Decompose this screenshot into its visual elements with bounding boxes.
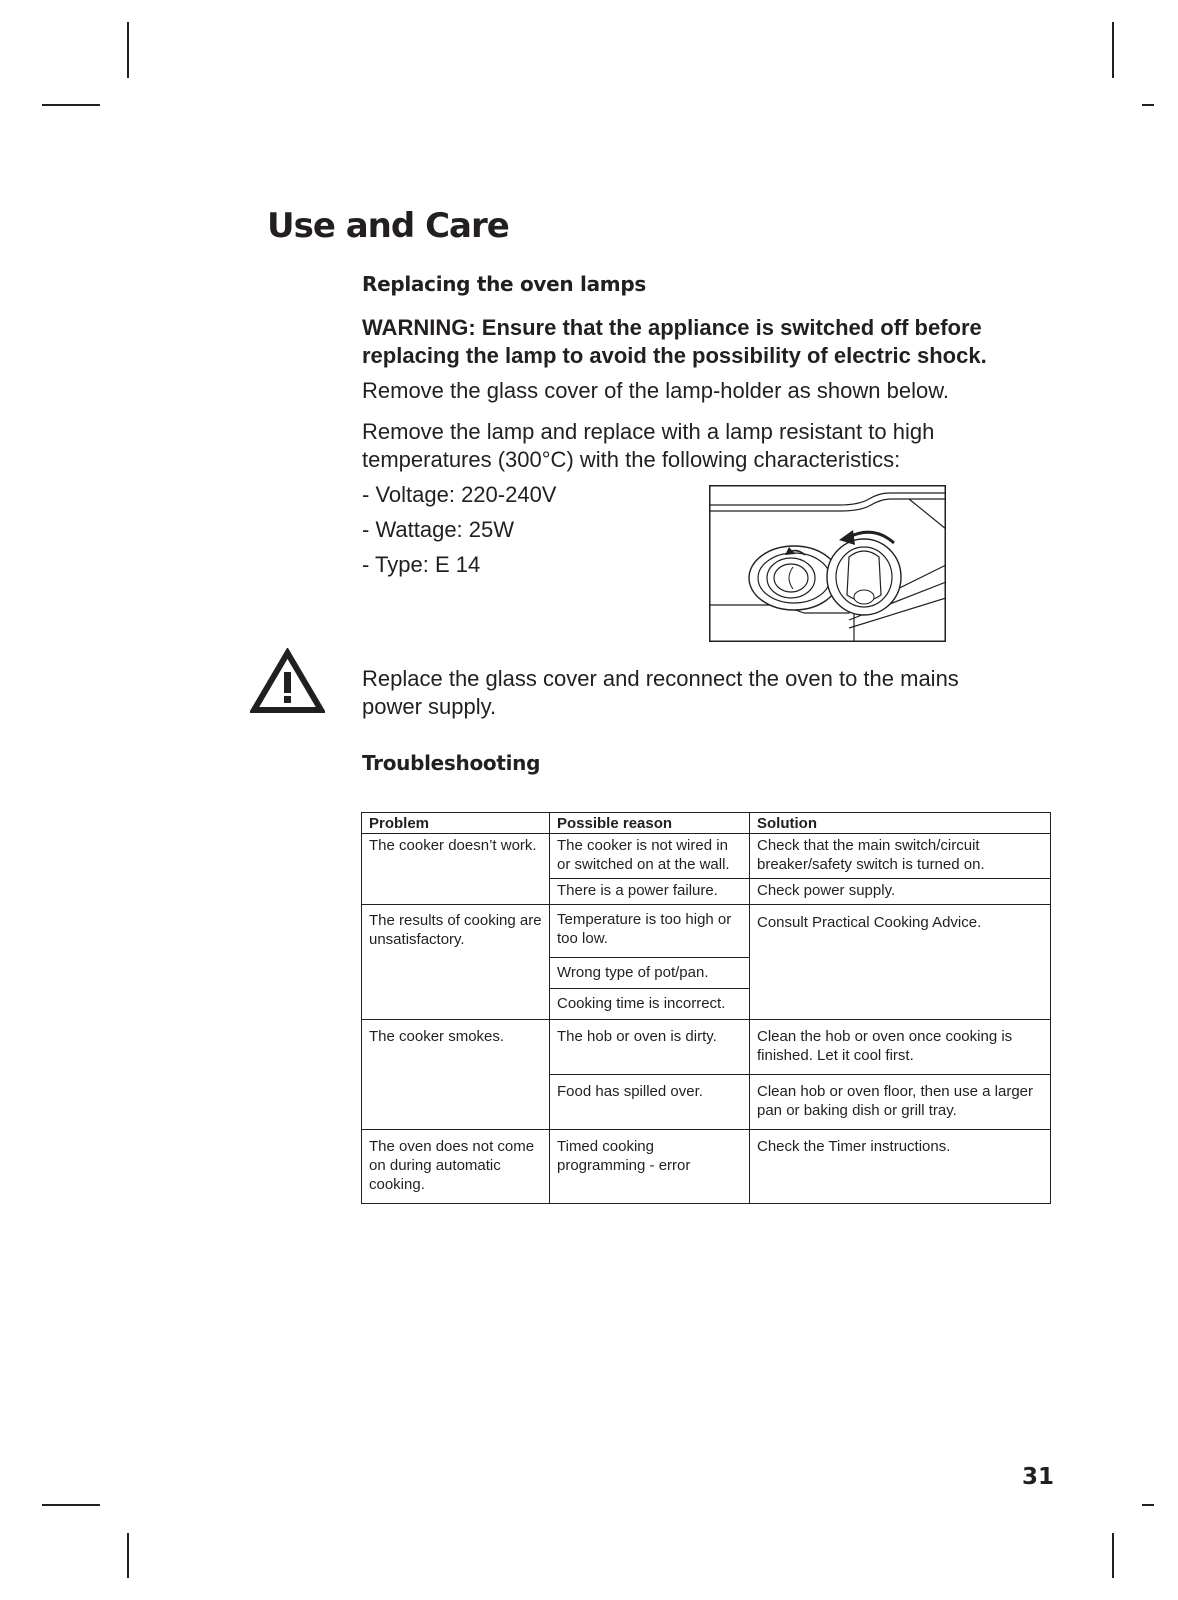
- solution-cell: Consult Practical Cooking Advice.: [750, 905, 1051, 1020]
- table-row: [362, 834, 1051, 879]
- reason-cell: The hob or oven is dirty.: [550, 1020, 750, 1075]
- problem-cell: The cooker smokes.: [362, 1020, 550, 1130]
- section-heading-troubleshooting: Troubleshooting: [362, 751, 541, 775]
- reason-cell: Wrong type of pot/pan.: [550, 958, 750, 989]
- electric-shock-warning: WARNING: Ensure that the appliance is switched off before replacing the lamp to avoid the possibility of electric shock.: [362, 315, 987, 368]
- instruction-remove-cover: Remove the glass cover of the lamp-holder as shown below.: [362, 378, 949, 403]
- crop-mark: [127, 1533, 129, 1578]
- table-row: [362, 905, 1051, 958]
- crop-mark: [1142, 1504, 1154, 1506]
- column-header-solution: Solution: [750, 813, 1051, 834]
- reason-cell: The cooker is not wired in or switched on at the wall.: [550, 834, 750, 879]
- table-header-row: [362, 813, 1051, 834]
- spec-type: - Type: E 14: [362, 552, 481, 577]
- solution-cell: Clean the hob or oven once cooking is finished. Let it cool first.: [750, 1020, 1051, 1075]
- problem-cell: The cooker doesn’t work.: [362, 834, 550, 905]
- section-heading-replacing-lamps: Replacing the oven lamps: [362, 272, 646, 296]
- lamp-spec-list: [362, 481, 556, 586]
- crop-mark: [42, 1504, 100, 1506]
- lamp-holder-illustration: [709, 485, 946, 642]
- warning-triangle-icon: [250, 648, 325, 714]
- solution-cell: Check the Timer instructions.: [750, 1130, 1051, 1204]
- solution-cell: Check power supply.: [750, 879, 1051, 905]
- reason-cell: Temperature is too high or too low.: [550, 905, 750, 958]
- reason-cell: There is a power failure.: [550, 879, 750, 905]
- problem-cell: The oven does not come on during automatic cooking.: [362, 1130, 550, 1204]
- column-header-problem: Problem: [362, 813, 550, 834]
- table-row: [362, 1020, 1051, 1075]
- spec-wattage: - Wattage: 25W: [362, 517, 515, 542]
- crop-mark: [1112, 1533, 1114, 1578]
- reason-cell: Food has spilled over.: [550, 1075, 750, 1130]
- crop-mark: [1112, 22, 1114, 78]
- column-header-reason: Possible reason: [550, 813, 750, 834]
- solution-cell: Clean hob or oven floor, then use a larger pan or baking dish or grill tray.: [750, 1075, 1051, 1130]
- problem-cell: The results of cooking are unsatisfactory.: [362, 905, 550, 1020]
- table-row: [362, 1130, 1051, 1204]
- spec-voltage: - Voltage: 220-240V: [362, 482, 557, 507]
- instruction-remove-lamp: Remove the lamp and replace with a lamp resistant to high temperatures (300°C) with the following characteristics:: [362, 419, 935, 472]
- troubleshooting-table: [361, 812, 1051, 1204]
- reason-cell: Cooking time is incorrect.: [550, 989, 750, 1020]
- crop-mark: [1142, 104, 1154, 106]
- crop-mark: [127, 22, 129, 78]
- instruction-replace-cover: Replace the glass cover and reconnect the oven to the mains power supply.: [362, 666, 959, 719]
- reason-cell: Timed cooking programming - error: [550, 1130, 750, 1204]
- crop-mark: [42, 104, 100, 106]
- page-title: Use and Care: [267, 206, 509, 246]
- solution-cell: Check that the main switch/circuit breaker/safety switch is turned on.: [750, 834, 1051, 879]
- page-number: 31: [1022, 1464, 1055, 1490]
